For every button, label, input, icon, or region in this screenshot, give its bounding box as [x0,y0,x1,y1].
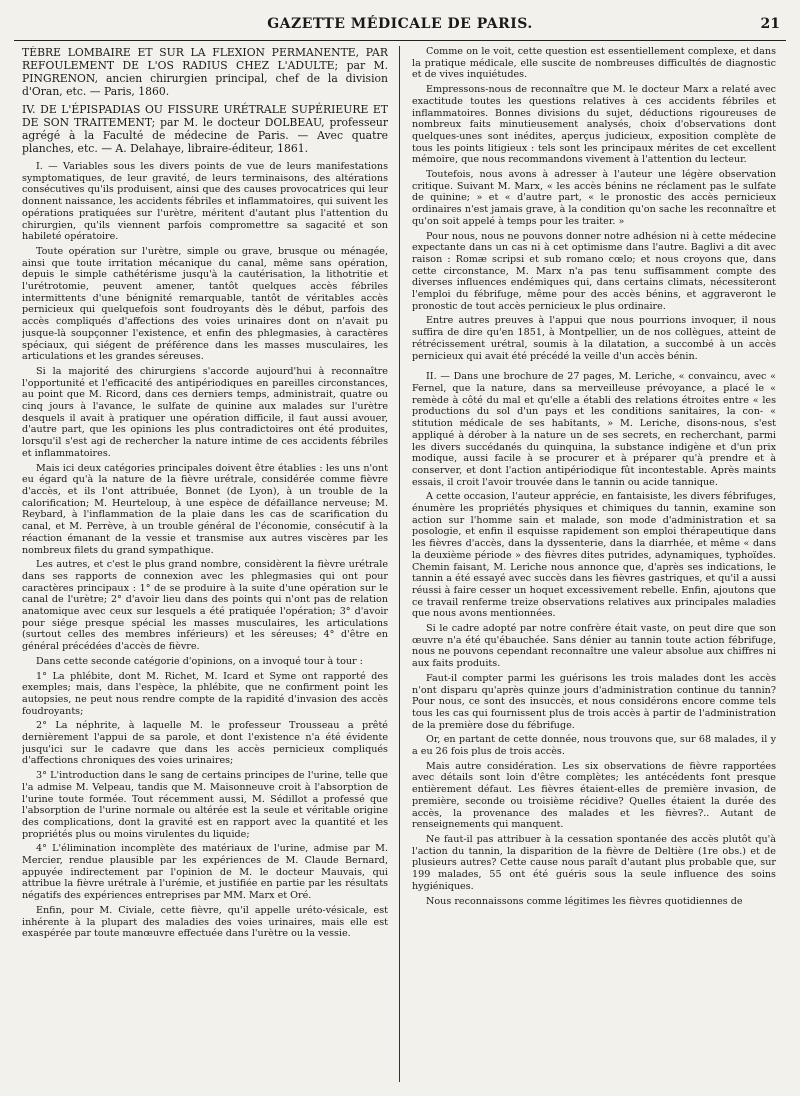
column-divider [399,46,400,1082]
paragraph: Toutefois, nous avons à adresser à l'auteur une légère observation critique. Suivant M. Marx, « les accès bénins ne réclament pas le sulfate de quinine; » et « d'autre part, « le pronostic des accès pernicieux ordinaires n'est jamais grave, à la condition qu'on sache les reconnaître et qu'on soit appelé à temps pour les traiter. » [412,169,776,227]
right-column [412,46,776,1090]
paragraph: 3° L'introduction dans le sang de certains principes de l'urine, telle que l'a admise M. Velpeau, tandis que M. Maisonneuve croit à l'absorption de l'urine toute formée. Tout récemment aussi, M. Sédillot a professé que l'absorption de l'urine normale ou altérée est la seule et véritable origine des complications, dont la gravité est en rapport avec la quantité et les propriétés plus ou moins virulentes du liquide; [22,770,388,840]
paragraph: Dans cette seconde catégorie d'opinions, on a invoqué tour à tour : [36,655,363,667]
paragraph: 4° L'élimination incomplète des matériaux de l'urine, admise par M. Mercier, rendue plausible par les expériences de M. Claude Bernard, appuyée indirectement par l'opinion de M. le docteur Mauvais, qui attribue la fièvre urétrale à l'urémie, et justifiée en partie par les résultats négatifs des expériences entreprises par MM. Marx et Oré. [22,843,388,902]
paragraph: Mais autre considération. Les six observations de fièvre rapportées avec détails sont loin d'être complètes; les antécédents font presque entièrement défaut. Les fièvres étaient-elles de première invasion, de première, seconde ou troisième récidive? Quelles étaient la durée des accès, la provenance des malades et les fièvres?.. Autant de renseignements qui manquent. [412,760,776,831]
paragraph: Enfin, pour M. Civiale, cette fièvre, qu'il appelle uréto-vésicale, est inhérente à la plupart des maladies des voies urinaires, mais elle est exaspérée par toute manœuvre effectuée dans l'urètre ou la vessie. [22,904,388,940]
page-header [14,14,786,41]
paragraph: 2° La néphrite, à laquelle M. le professeur Trousseau a prêté dernièrement l'appui de sa parole, et dont l'existence n'a été évidente jusqu'ici sur le cadavre que dans les accès pernicieux compliqués d'affections chroniques des voies urinaires; [22,720,388,767]
paragraph: Les autres, et c'est le plus grand nombre, considèrent la fièvre urétrale dans ses rapports de connexion avec les phlegmasies qui ont pour caractères principaux : 1° de se produire à la suite d'une opération sur le canal de l'urètre; 2° d'avoir lieu dans des points qui n'ont pas de relation anatomique avec ceux sur lesquels a été pratiquée l'opération; 3° d'avoir pour siége presque spécial les masses musculaires, les articulations (surtout celles des membres inférieurs) et les séreuses; 4° d'être en général précédées d'accès de fièvre. [22,559,388,653]
paragraph: Si le cadre adopté par notre confrère était vaste, on peut dire que son œuvre n'a été qu'ébauchée. Sans dénier au tannin toute action fébrifuge, nous ne pouvons cependant reconnaître une valeur absolue aux chiffres ni aux faits produits. [412,623,776,670]
paragraph: II. — Dans une brochure de 27 pages, M. Leriche, « convaincu, avec « Fernel, que la nature, dans sa merveilleuse prévoyance, a placé le « remède à côté du mal et qu'elle a établi des relations étroites entre « les productions du sol d'un pays et les conditions sanitaires, la con- « stitution médicale de ses habitants, » M. Leriche, disons-nous, s'est appliqué à dérober à la nature un de ses secrets, en recherchant, parmi les divers succédanés du quinquina, la substance indigène et d'un prix modique, aussi facile à se procurer et à préparer qu'à prendre et à conserver, et dont l'action antipériodique fût incontestable. Après maints essais, il croit l'avoir trouvée dans le tannin ou acide tannique. [412,371,776,488]
left-column [22,46,388,1090]
paragraph: Or, en partant de cette donnée, nous trouvons que, sur 68 malades, il y a eu 26 fois plus de trois accès. [412,734,776,758]
paragraph: Pour nous, nous ne pouvons donner notre adhésion ni à cette médecine expectante dans un cas ni à cet optimisme dans l'autre. Baglivi a dit avec raison : Romæ scripsi et sub romano cœlo; et nous croyons que, dans cette circonstance, M. Marx n'a pas tenu suffisamment compte des diverses influences endémiques qui, dans certains climats, nécessiteront l'emploi du fébrifuge, même pour des accès bénins, et aggraveront le pronostic de tout accès pernicieux le plus ordinaire. [412,230,776,312]
paragraph: Comme on le voit, cette question est essentiellement complexe, et dans la pratique médicale, elle suscite de nombreuses difficultés de diagnostic et de vives inquiétudes. [412,46,776,81]
bibliography-block [22,46,388,155]
paragraph: 1° La phlébite, dont M. Richet, M. Icard et Syme ont rapporté des exemples; mais, dans l'espèce, la phlébite, que ne confirment point les autopsies, ne peut nous rendre compte de la rapidité d'invasion des accès foudroyants; [22,670,388,717]
page-number: 21 [760,16,780,32]
bibliography-entry-3: TÈBRE LOMBAIRE ET SUR LA FLEXION PERMANENTE, PAR REFOULEMENT DE L'OS RADIUS CHEZ L'ADULTE; par M. PINGRENON, ancien chirurgien principal, chef de la division d'Oran, etc. — Paris, 1860. [22,46,388,98]
paragraph: Ne faut-il pas attribuer à la cessation spontanée des accès plutôt qu'à l'action du tannin, la disparition de la fièvre de Deltière (1re obs.) et de plusieurs autres? Cette cause nous paraît d'autant plus probable que, sur 199 malades, 55 ont été guéris sous la seule influence des soins hygiéniques. [412,834,776,892]
paragraph: Faut-il compter parmi les guérisons les trois malades dont les accès n'ont disparu qu'après quinze jours d'administration continue du tannin? Pour nous, ce sont des insuccès, et nous considérons encore comme tels tous les cas qui fournissent plus de trois accès à partir de l'administration de la première dose du fébrifuge. [412,672,776,731]
paragraph: I. — Variables sous les divers points de vue de leurs manifestations symptomatiques, de leur gravité, de leurs terminaisons, des altérations consécutives qu'ils produisent, ainsi que des causes provocatrices qui leur donnent naissance, les accidents fébriles et inflammatoires, qui suivent les opérations pratiquées sur l'urètre, méritent d'autant plus l'attention du chirurgien, qu'ils viennent parfois compromettre sa sagacité et son habileté opératoire. [22,161,388,243]
paragraph: Toute opération sur l'urètre, simple ou grave, brusque ou ménagée, ainsi que toute irritation mécanique du canal, même sans opération, depuis le simple cathétérisme jusqu'à la cautérisation, la lithotritie et l'urétrotomie, peuvent amener, tantôt quelques accès fébriles intermittents d'une bénignité remarquable, tantôt de véritables accès pernicieux qui quelquefois sont foudroyants dès le début, parfois des accès compliqués d'affections des voies urinaires dont on n'avait pu jusque-là soupçonner l'existence, et enfin des phlegmasies, à caractères spéciaux, qui siégent de préférence dans les masses musculaires, les articulations et les grandes séreuses. [22,245,388,363]
paragraph: Mais ici deux catégories principales doivent être établies : les uns n'ont eu égard qu'à la nature de la fièvre urétrale, considérée comme fièvre d'accès, et ils l'ont attribuée, Bonnet (de Lyon), à un trouble de la calorification; M. Heurteloup, à une espèce de défaillance nerveuse; M. Reybard, à l'inflammation de la plaie dans les cas de scarification du canal, et M. Perrève, à un trouble général de l'économie, consécutif à la réaction émanant de la vessie et transmise aux autres viscères par les nombreux filets du grand sympathique. [22,462,388,556]
paragraph: Nous reconnaissons comme légitimes les fièvres quotidiennes de [426,895,743,907]
bibliography-entry-4: IV. DE L'ÉPISPADIAS OU FISSURE URÉTRALE SUPÉRIEURE ET DE SON TRAITEMENT; par M. le docteur DOLBEAU, professeur agrégé à la Faculté de médecine de Paris. — Avec quatre planches, etc. — A. Delahaye, libraire-éditeur, 1861. [22,103,388,155]
paragraph: Entre autres preuves à l'appui que nous pourrions invoquer, il nous suffira de dire qu'en 1851, à Montpellier, un de nos collègues, atteint de rétrécissement urétral, soumis à la dilatation, a succombé à un accès pernicieux qui avait été précédé la veille d'un accès bénin. [412,315,776,362]
paragraph: A cette occasion, l'auteur apprécie, en fantaisiste, les divers fébrifuges, énumère les propriétés physiques et chimiques du tannin, examine son action sur l'homme sain et malade, son mode d'administration et sa posologie, et enfin il esquisse rapidement son emploi thérapeutique dans les fièvres d'accès, dans la dyssenterie, dans la diarrhée, et même « dans la deuxième période » des fièvres dites putrides, adynamiques, typhoïdes. Chemin faisant, M. Leriche nous annonce que, d'après ses indications, le tannin a été essayé avec succès dans les fièvres gastriques, et qu'il a aussi réussi à faire cesser un hoquet excessivement rebelle. Enfin, ajoutons que ce travail renferme treize observations relatives aux principales maladies que nous avons mentionnées. [412,491,776,620]
paragraph: Si la majorité des chirurgiens s'accorde aujourd'hui à reconnaître l'opportunité et l'efficacité des antipériodiques en pareilles circonstances, au point que M. Ricord, dans ces derniers temps, administrait, quatre ou cinq jours à l'avance, le sulfate de quinine aux malades sur l'urètre desquels il avait à pratiquer une opération difficile, il faut aussi avouer, d'autre part, que les opinions les plus contradictoires ont été produites, lorsqu'il s'est agi de rechercher la nature intime de ces accidents fébriles et inflammatoires. [22,365,388,459]
paragraph: Empressons-nous de reconnaître que M. le docteur Marx a relaté avec exactitude toutes les questions relatives à ces accidents fébriles et inflammatoires. Bonnes divisions du sujet, déductions rigoureuses de nombreux faits minutieusement analysés, choix d'observations dont quelques-unes sont inédites, aperçus judicieux, exposition complète de tous les points litigieux : tels sont les principaux mérites de cet excellent mémoire, que nous recommandons vivement à l'attention du lecteur. [412,84,776,166]
journal-title: GAZETTE MÉDICALE DE PARIS. [267,16,533,32]
